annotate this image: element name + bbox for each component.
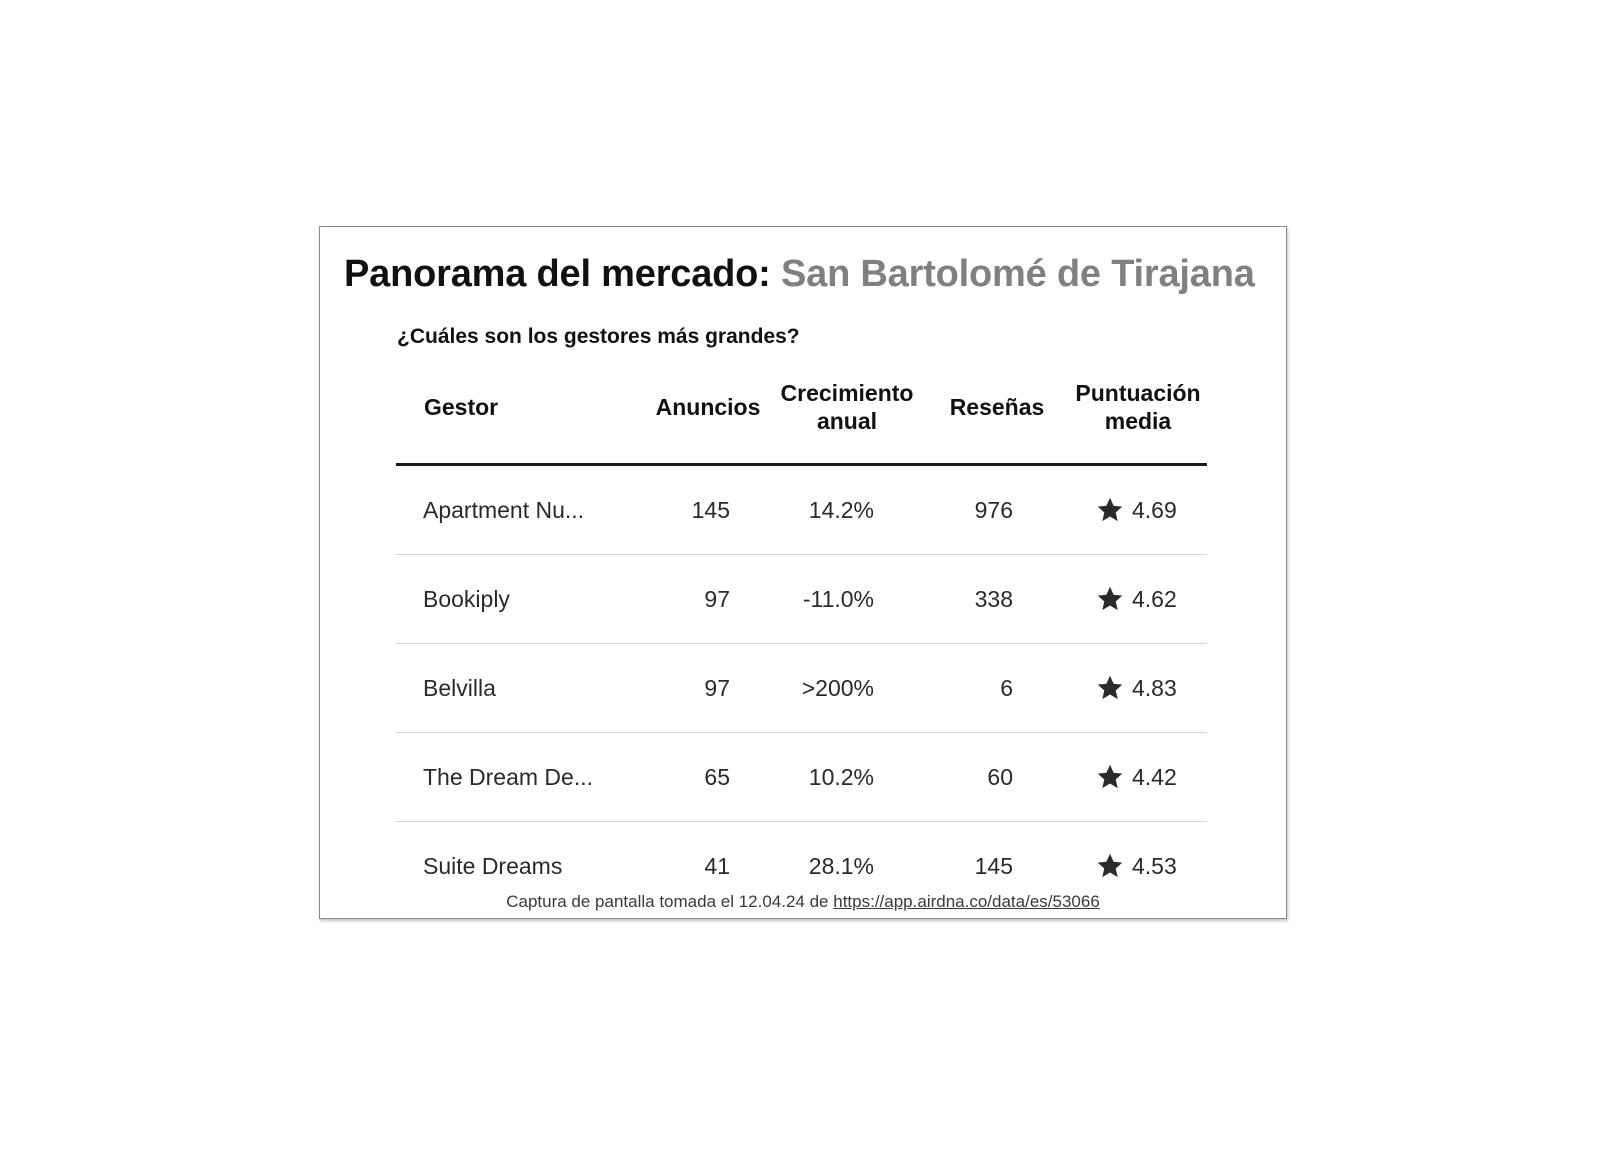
caption-text: Captura de pantalla tomada el 12.04.24 de: [506, 892, 829, 911]
section-subtitle: ¿Cuáles son los gestores más grandes?: [397, 325, 800, 348]
column-header-puntuacion: Puntuación media: [1075, 380, 1201, 434]
title-location: San Bartolomé de Tirajana: [780, 253, 1255, 295]
table-row: [396, 466, 1207, 555]
star-icon: [1096, 496, 1124, 524]
anuncios-value: 97: [704, 586, 730, 612]
resenas-value: 338: [974, 586, 1013, 612]
column-header-gestor: Gestor: [424, 394, 499, 420]
rating-value: 4.53: [1132, 853, 1177, 879]
resenas-value: 6: [1000, 675, 1013, 701]
resenas-value: 976: [974, 497, 1013, 523]
column-header-crecimiento: Crecimiento anual: [780, 380, 914, 434]
rating-value: 4.69: [1132, 497, 1177, 523]
market-overview-panel: [319, 226, 1287, 919]
rating-cell: [1096, 852, 1177, 880]
crecimiento-value: -11.0%: [802, 586, 874, 612]
column-header-anuncios: Anuncios: [655, 394, 761, 420]
rating-value: 4.62: [1132, 586, 1177, 612]
rating-cell: [1096, 496, 1177, 524]
gestor-name: The Dream De...: [423, 764, 593, 790]
gestor-name: Suite Dreams: [423, 853, 563, 879]
star-icon: [1096, 763, 1124, 791]
table-row: [396, 733, 1207, 822]
rating-cell: [1096, 585, 1177, 613]
star-icon: [1096, 585, 1124, 613]
crecimiento-value: 28.1%: [808, 853, 874, 879]
anuncios-value: 97: [704, 675, 730, 701]
screenshot-caption: [320, 892, 1286, 912]
crecimiento-value: 10.2%: [808, 764, 874, 790]
anuncios-value: 41: [704, 853, 730, 879]
gestor-name: Bookiply: [423, 586, 510, 612]
star-icon: [1096, 852, 1124, 880]
rating-cell: [1096, 674, 1177, 702]
column-header-resenas: Reseñas: [949, 394, 1045, 420]
resenas-value: 145: [974, 853, 1013, 879]
crecimiento-value: >200%: [801, 675, 874, 701]
source-link[interactable]: https://app.airdna.co/data/es/53066: [833, 892, 1100, 911]
star-icon: [1096, 674, 1124, 702]
anuncios-value: 65: [704, 764, 730, 790]
resenas-value: 60: [987, 764, 1013, 790]
rating-cell: [1096, 763, 1177, 791]
rating-value: 4.42: [1132, 764, 1177, 790]
table-row: [396, 555, 1207, 644]
page-title: [344, 253, 1255, 296]
anuncios-value: 145: [691, 497, 730, 523]
rating-value: 4.83: [1132, 675, 1177, 701]
table-row: [396, 644, 1207, 733]
gestor-name: Apartment Nu...: [423, 497, 585, 523]
title-prefix: Panorama del mercado:: [344, 253, 771, 295]
gestor-name: Belvilla: [423, 675, 496, 701]
crecimiento-value: 14.2%: [808, 497, 874, 523]
